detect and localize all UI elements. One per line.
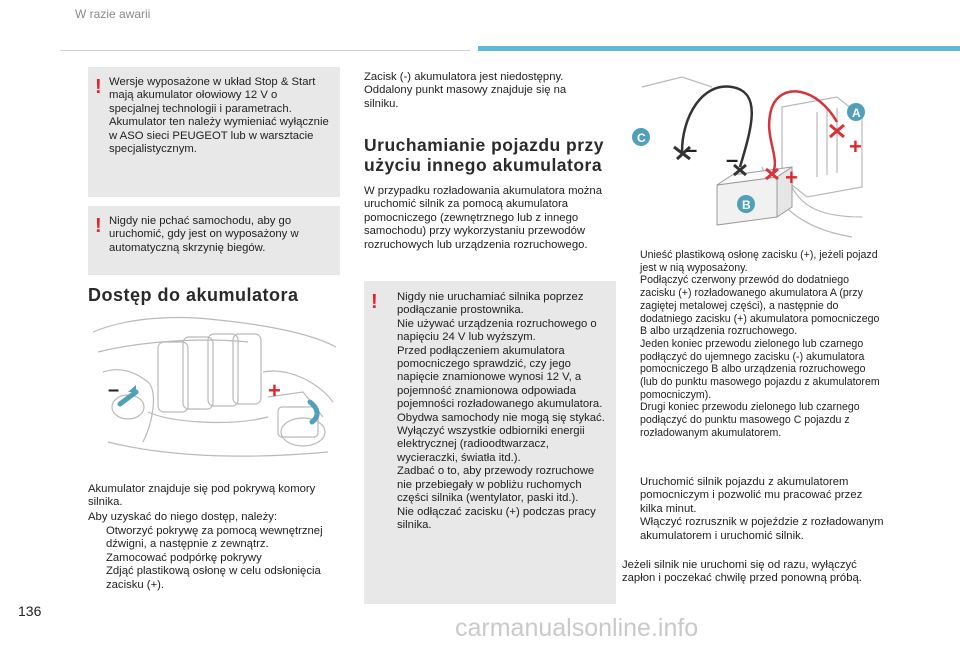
access-intro-text: Aby uzyskać do niego dostęp, należy: bbox=[88, 511, 278, 523]
warning-jump-start-text: Nigdy nie uruchamiać silnika poprzez podłączanie prostownika. Nie używać urządzenia rozruchowego o napięciu 24 V lub wyższym. Przed podłączeniem akumulatora pomocniczego sprawdzić, czy jego napięcie znamionowe wynosi 12 V, a pojemność znamionowa odpowiada pojemności rozładowanego akumulatora. Obydwa samochody nie mogą się stykać. Wyłączyć wszystkie odbiorniki energii elektrycznej (radioodtwarzacz, wycieraczki, światła itd.). Zadbać o to, aby przewody rozruchowe nie przebiegały w pobliżu ruchomych części silnika (wentylator, paski itd.). Nie odłączać zacisku (+) podczas pracy silnika. bbox=[397, 291, 605, 531]
heading-battery-access: Dostęp do akumulatora bbox=[88, 285, 299, 305]
minus-marker: – bbox=[108, 379, 120, 401]
warning-icon: ! bbox=[371, 291, 378, 313]
svg-text:B: B bbox=[742, 198, 751, 212]
jump-start-diagram bbox=[622, 67, 874, 243]
header-accent-bar bbox=[478, 46, 960, 51]
list-item: Otworzyć pokrywę za pomocą wewnętrznej dźwigni, a następnie z zewnątrz. bbox=[106, 525, 323, 551]
note-stop-start bbox=[88, 67, 340, 197]
battery-location-text: Akumulator znajduje się pod pokrywą komory silnika. bbox=[88, 483, 316, 509]
list-item: Zdjąć plastikową osłonę w celu odsłonięcia zacisku (+). bbox=[106, 565, 321, 591]
warning-jump-start bbox=[364, 281, 616, 604]
note-push-start-text: Nigdy nie pchać samochodu, aby go uruchomić, gdy jest on wyposażony w automatyczną skrzynię biegów. bbox=[109, 215, 299, 254]
engine-bay-drawing bbox=[88, 312, 340, 472]
warning-icon: ! bbox=[95, 76, 102, 98]
page-number: 136 bbox=[18, 603, 42, 619]
list-item: Zamocować podpórkę pokrywy bbox=[106, 551, 262, 564]
diagram-plus-2: + bbox=[849, 134, 862, 159]
list-item: Unieść plastikową osłonę zacisku (+), jeżeli pojazd jest w nią wyposażony. bbox=[640, 249, 878, 274]
list-item: Uruchomić silnik pojazdu z akumulatorem pomocniczym i pozwolić mu pracować przez kilka minut. bbox=[640, 476, 863, 515]
list-item: Drugi koniec przewodu zielonego lub czarnego podłączyć do punktu masowego C pojazdu z rozładowanym akumulatorem. bbox=[640, 401, 860, 439]
jump-start-intro: W przypadku rozładowania akumulatora można uruchomić silnik za pomocą akumulatora pomocniczego (zewnętrznego lub z innego samochodu) przy wykorzystaniu przewodów rozruchowych lub urządzenia rozruchowego. bbox=[364, 185, 602, 251]
note-push-start bbox=[88, 206, 340, 275]
list-item: Włączyć rozrusznik w pojeździe z rozładowanym akumulatorem i uruchomić silnik. bbox=[640, 516, 884, 542]
retry-text: Jeżeli silnik nie uruchomi się od razu, wyłączyć zapłon i poczekać chwilę przed ponowną próbą. bbox=[622, 559, 862, 585]
svg-text:C: C bbox=[637, 131, 646, 145]
plus-marker: + bbox=[268, 378, 281, 403]
diagram-plus-1: + bbox=[785, 165, 798, 190]
engine-bay-illustration bbox=[88, 312, 340, 472]
diagram-minus-1: – bbox=[685, 137, 698, 162]
access-steps-list bbox=[88, 525, 343, 592]
section-title: W razie awarii bbox=[75, 7, 151, 21]
jump-start-drawing bbox=[622, 67, 874, 243]
start-steps-list bbox=[622, 476, 884, 543]
heading-jump-start: Uruchamianie pojazdu przy użyciu innego akumulatora bbox=[364, 135, 605, 175]
list-item: Jeden koniec przewodu zielonego lub czarnego podłączyć do ujemnego zacisku (-) akumulatora pomocniczego B albo urządzenia rozruchowego (lub do punktu masowego pojazdu z akumulatorem pomocniczym). bbox=[640, 337, 880, 401]
connection-steps-list bbox=[622, 249, 884, 440]
arrow-minus-point bbox=[120, 392, 136, 404]
diagram-minus-2: – bbox=[726, 147, 739, 172]
header-rule bbox=[60, 50, 470, 51]
watermark: carmanualsonline.info bbox=[455, 614, 699, 642]
list-item: Podłączyć czerwony przewód do dodatniego zacisku (+) rozładowanego akumulatora A (przy zagiętej metalowej części), a następnie do dodatniego zacisku (+) akumulatora pomocniczego B albo urządzenia rozruchowego. bbox=[640, 274, 880, 338]
warning-icon: ! bbox=[95, 215, 102, 237]
svg-text:A: A bbox=[852, 106, 861, 120]
ground-point-text: Zacisk (-) akumulatora jest niedostępny. Oddalony punkt masowy znajduje się na silniku. bbox=[364, 71, 567, 110]
note-stop-start-text: Wersje wyposażone w układ Stop & Start mają akumulator ołowiowy 12 V o specjalnej technologii i parametrach. Akumulator ten należy wymieniać wyłącznie w ASO sieci PEUGEOT lub w warsztacie specjalistycznym. bbox=[109, 76, 329, 156]
